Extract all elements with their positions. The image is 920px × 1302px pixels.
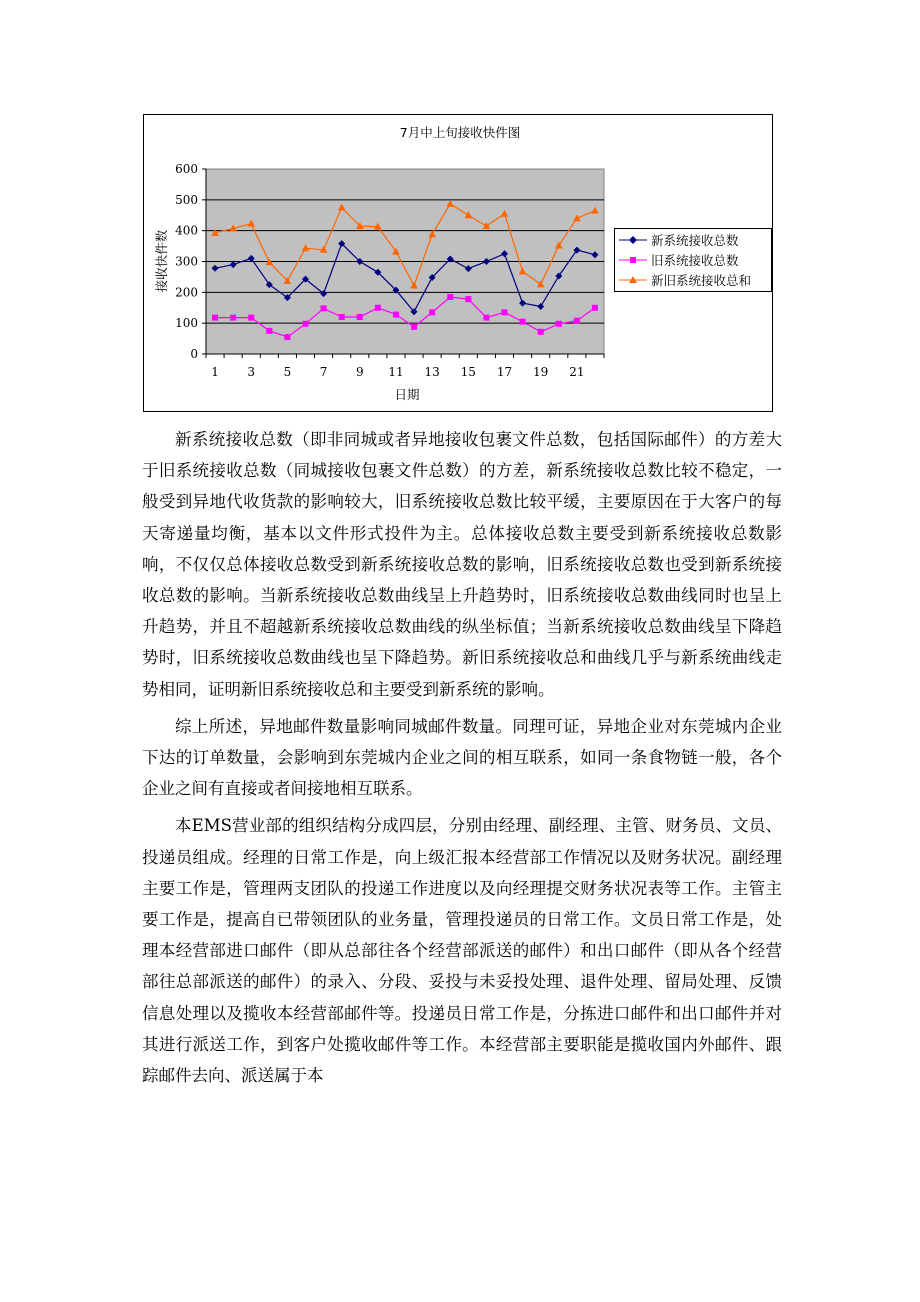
x-tick-label: 11 (388, 365, 404, 379)
data-point-series-2 (393, 312, 399, 318)
legend-swatch-total (619, 274, 647, 286)
data-point-series-2 (248, 315, 254, 321)
legend-label-new-system: 新系统接收总数 (651, 233, 739, 248)
y-tick-label: 500 (175, 192, 198, 207)
data-point-series-2 (502, 309, 508, 315)
x-tick-label: 15 (460, 365, 476, 379)
legend-item-old-system (619, 250, 739, 270)
x-tick-label: 5 (283, 365, 292, 379)
data-point-series-2 (357, 314, 363, 320)
x-tick-label: 7 (319, 365, 328, 379)
data-point-series-2 (375, 305, 381, 311)
x-tick-label: 9 (355, 365, 364, 379)
y-axis-label: 接收快件数 (154, 229, 169, 293)
data-point-series-2 (465, 296, 471, 302)
paragraph-analysis: 新系统接收总数（即非同城或者异地接收包裹文件总数，包括国际邮件）的方差大于旧系统接收总数（同城接收包裹文件总数）的方差，新系统接收总数比较不稳定，一般受到异地代收货款的影响较大，旧系统接收总数比较平缓，主要原因在于大客户的每天寄递量均衡，基本以文件形式投件为主。总体接收总数主要受到新系统接收总数影响，不仅仅总体接收总数受到新系统接收总数的影响，旧系统接收总数也受到新系统接收总数的影响。当新系统接收总数曲线呈上升趋势时，旧系统接收总数曲线同时也呈上升趋势，并且不超越新系统接收总数曲线的纵坐标值；当新系统接收总数曲线呈下降趋势时，旧系统接收总数曲线也呈下降趋势。新旧系统接收总和曲线几乎与新系统曲线走势相同，证明新旧系统接收总和主要受到新系统的影响。 (142, 430, 782, 699)
x-tick-label: 3 (247, 365, 256, 379)
legend-swatch-old-system (619, 254, 647, 266)
data-point-series-2 (483, 315, 489, 321)
x-axis-label: 日期 (394, 387, 420, 402)
paragraph-summary: 综上所述，异地邮件数量影响同城邮件数量。同理可证，异地企业对东莞城内企业下达的订单数量，会影响到东莞城内企业之间的相互联系，如同一条食物链一般，各个企业之间有直接或者间接地相互联系。 (142, 716, 782, 799)
y-tick-label: 300 (175, 254, 198, 269)
data-point-series-2 (212, 315, 218, 321)
data-point-series-2 (429, 309, 435, 315)
y-tick-label: 200 (175, 285, 198, 300)
body-text (142, 424, 782, 1097)
data-point-series-2 (574, 318, 580, 324)
data-point-series-2 (230, 315, 236, 321)
data-point-series-2 (592, 305, 598, 311)
x-tick-label: 19 (533, 365, 549, 379)
chart-frame (143, 114, 773, 412)
legend-label-total: 新旧系统接收总和 (651, 273, 752, 288)
y-tick-label: 600 (175, 162, 198, 176)
data-point-series-2 (266, 328, 272, 334)
chart-title: 7月中上旬接收快件图 (399, 125, 521, 140)
legend-label-old-system: 旧系统接收总数 (651, 253, 739, 268)
data-point-series-2 (556, 321, 562, 327)
y-tick-label: 0 (190, 347, 198, 361)
y-tick-label: 400 (175, 223, 198, 238)
legend-item-total (619, 270, 751, 290)
x-tick-label: 17 (496, 365, 513, 379)
paragraph-organization: 本EMS营业部的组织结构分成四层，分别由经理、副经理、主管、财务员、文员、投递员组成。经理的日常工作是，向上级汇报本经营部工作情况以及财务状况。副经理主要工作是，管理两支团队的投递工作进度以及向经理提交财务状况表等工作。主管主要工作是，提高自已带领团队的业务量，管理投递员的日常工作。文员日常工作是，处理本经营部进口邮件（即从总部往各个经营部派送的邮件）和出口邮件（即从各个经营部往总部派送的邮件）的录入、分段、妥投与未妥投处理、退件处理、留局处理、反馈信息处理以及揽收本经营部邮件等。投递员日常工作是，分拣进口邮件和出口邮件并对其进行派送工作，到客户处揽收邮件等工作。本经营部主要职能是揽收国内外邮件、跟踪邮件去向、派送属于本 (142, 816, 782, 1086)
x-tick-label: 13 (424, 365, 440, 379)
data-point-series-2 (538, 329, 544, 335)
x-tick-label: 1 (211, 365, 219, 379)
chart-legend (614, 228, 772, 292)
data-point-series-2 (520, 319, 526, 325)
legend-swatch-new-system (619, 234, 647, 246)
data-point-series-2 (321, 305, 327, 311)
data-point-series-2 (411, 324, 417, 330)
data-point-series-2 (339, 314, 345, 320)
data-point-series-2 (303, 321, 309, 327)
y-tick-label: 100 (175, 316, 198, 331)
x-tick-label: 21 (569, 365, 585, 379)
data-point-series-2 (447, 294, 453, 300)
data-point-series-2 (284, 334, 290, 340)
legend-item-new-system (619, 230, 739, 250)
